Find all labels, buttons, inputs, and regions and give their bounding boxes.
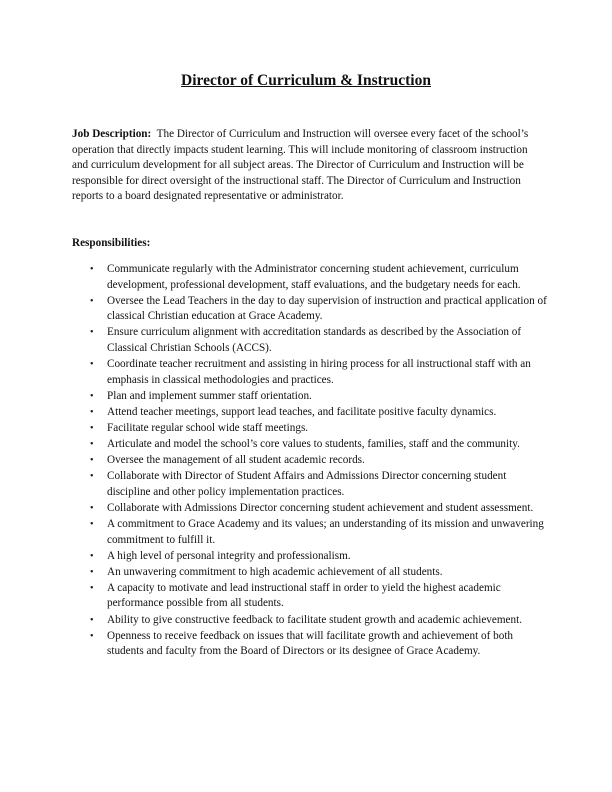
list-item — [72, 357, 552, 388]
list-item — [72, 469, 552, 500]
list-item-text: An unwavering commitment to high academic achievement of all students. — [107, 565, 443, 578]
list-item-text: Oversee the Lead Teachers in the day to day supervision of instruction and practical application of classical Christian education at Grace Academy. — [107, 294, 547, 323]
bullet-icon: • — [90, 630, 94, 642]
list-item — [72, 437, 552, 453]
list-item — [72, 389, 552, 405]
bullet-icon: • — [90, 566, 94, 578]
bullet-icon: • — [90, 390, 94, 402]
list-item — [72, 405, 552, 421]
list-item-text: Collaborate with Director of Student Affairs and Admissions Director concerning student discipline and other policy implementation practices. — [107, 470, 507, 498]
list-item-text: Openness to receive feedback on issues that will facilitate growth and achievement of both students and faculty from the Board of Directors or its designee of Grace Academy. — [107, 629, 514, 658]
list-item — [72, 549, 552, 565]
list-item-text: A commitment to Grace Academy and its values; an understanding of its mission and unwavering commitment to fulfill it. — [107, 518, 544, 546]
list-item-text: Communicate regularly with the Administrator concerning student achievement, curriculum development, professional development, staff evaluations, and the budgetary needs for each. — [107, 263, 521, 291]
responsibilities-heading: Responsibilities: — [72, 237, 151, 249]
job-description-paragraph — [72, 127, 542, 205]
bullet-icon: • — [90, 502, 94, 514]
bullet-icon: • — [90, 519, 94, 530]
bullet-icon: • — [90, 295, 94, 307]
list-item-text: Articulate and model the school’s core values to students, families, staff and the community. — [107, 438, 520, 451]
bullet-icon: • — [90, 471, 94, 483]
list-item-text: Ensure curriculum alignment with accreditation standards as described by the Association of Classical Christian Schools (ACCS). — [107, 326, 522, 354]
list-item-text: Attend teacher meetings, support lead teaches, and facilitate positive faculty dynamics. — [107, 405, 497, 418]
list-item — [72, 294, 552, 325]
list-item-text: Facilitate regular school wide staff meetings. — [107, 421, 309, 434]
document-title: Director of Curriculum & Instruction — [181, 72, 431, 89]
list-item-text: Coordinate teacher recruitment and assisting in hiring process for all instructional staff with an emphasis in classical methodologies and practices. — [107, 358, 531, 386]
list-item — [72, 613, 552, 629]
responsibilities-list — [72, 262, 552, 660]
list-item-text: Collaborate with Admissions Director concerning student achievement and student assessment. — [107, 501, 534, 514]
list-item-text: Plan and implement summer staff orientation. — [107, 389, 312, 402]
list-item — [72, 421, 552, 437]
job-description-label: Job Description: — [72, 128, 152, 140]
bullet-icon: • — [90, 582, 94, 594]
list-item — [72, 501, 552, 517]
list-item — [72, 262, 552, 293]
list-item — [72, 325, 552, 356]
list-item-text: A capacity to motivate and lead instructional staff in order to yield the highest academic performance possible from all students. — [107, 581, 501, 610]
list-item — [72, 565, 552, 581]
bullet-icon: • — [90, 614, 94, 626]
list-item — [72, 629, 552, 660]
list-item-text: Oversee the management of all student academic records. — [107, 454, 365, 467]
bullet-icon: • — [90, 455, 94, 467]
list-item — [72, 517, 552, 548]
bullet-icon: • — [90, 439, 94, 451]
list-item — [72, 581, 552, 612]
bullet-icon: • — [90, 550, 94, 562]
list-item — [72, 453, 552, 469]
list-item-text: Ability to give constructive feedback to facilitate student growth and academic achievement. — [107, 613, 523, 626]
bullet-icon: • — [90, 264, 94, 275]
list-item-text: A high level of personal integrity and professionalism. — [107, 549, 351, 562]
bullet-icon: • — [90, 422, 94, 434]
job-description-text: The Director of Curriculum and Instruction will oversee every facet of the school’s operation that directly impacts student learning. This will include monitoring of classroom instruction and curriculum development for all subject areas. The Director of Curriculum and Instruction will be responsible for direct oversight of the instructional staff. The Director of Curriculum and Instruction reports to a board designated representative or administrator. — [72, 128, 529, 203]
bullet-icon: • — [90, 359, 94, 371]
bullet-icon: • — [90, 327, 94, 339]
bullet-icon: • — [90, 406, 94, 418]
